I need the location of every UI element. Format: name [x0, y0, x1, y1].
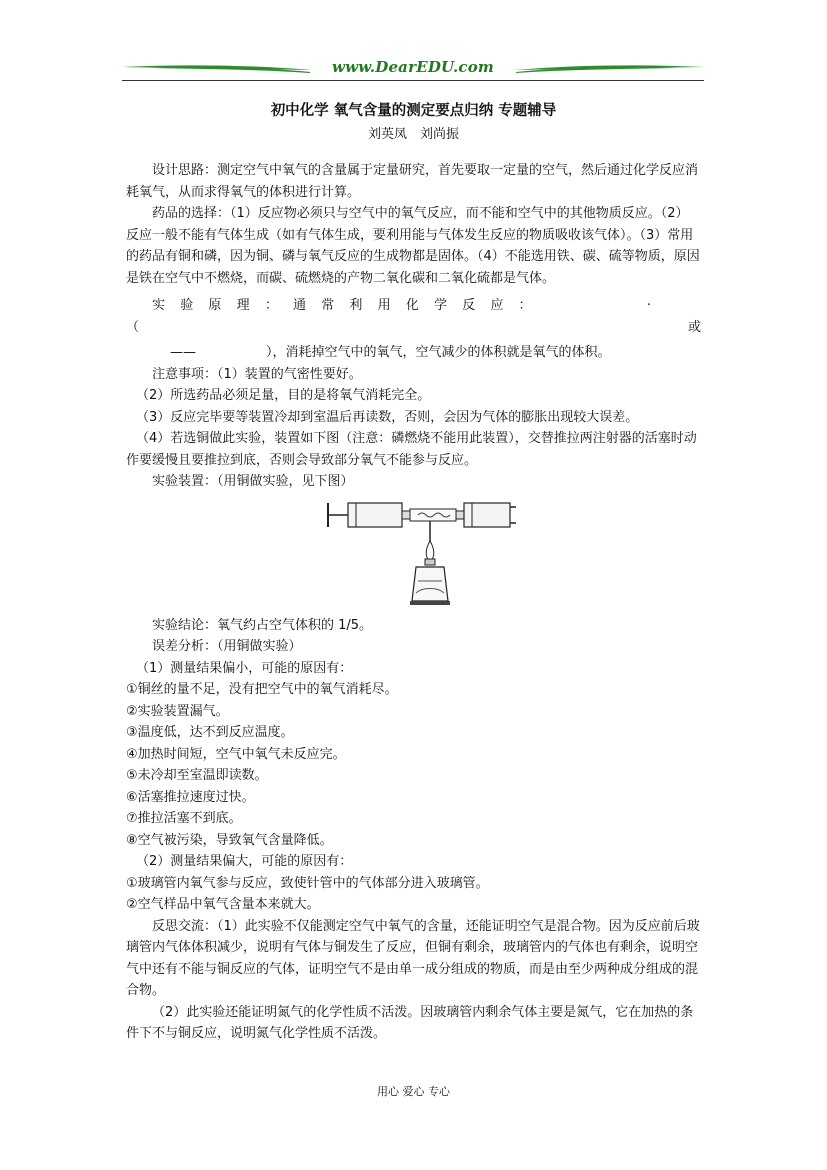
- page-title: 初中化学 氧气含量的测定要点归纳 专题辅导: [270, 103, 557, 119]
- list-item: ⑦推拉活塞不到底。: [126, 811, 242, 826]
- authors: 刘英凤 刘尚振: [367, 127, 459, 142]
- reflect-1: 反思交流：（1）此实验不仅能测定空气中氧气的含量，还能证明空气是混合物。因为反应前后玻璃管内气体体积减少，说明有气体与铜发生了反应，但铜有剩余，玻璃管内的气体也有剩余，说明空气中还有不能与铜反应的气体，证明空气不是由单一成分组成的物质，而是由至少两种成分组成的混合物。: [126, 918, 700, 998]
- note-4: （4）若选铜做此实验，装置如下图（注意：磷燃烧不能用此装置），交替推拉两注射器的活塞时动作要缓慢且要推拉到底，否则会导致部分氧气不能参与反应。: [126, 431, 697, 468]
- principle-dot: ·: [646, 298, 651, 313]
- error-title: 误差分析：（用铜做实验）: [152, 639, 302, 654]
- small-title: （1）测量结果偏小，可能的原因有：: [136, 660, 353, 676]
- conclusion: 实验结论：氧气约占空气体积的 1/5。: [152, 617, 373, 633]
- site-logo-text: www.DearEDU.com: [331, 58, 494, 76]
- note-2: （2）所选药品必须足量，目的是将氧气消耗完全。: [136, 388, 431, 403]
- list-item: ②实验装置漏气。: [126, 703, 229, 719]
- list-item: ①玻璃管内氧气参与反应，致使针管中的气体部分进入玻璃管。: [126, 875, 489, 891]
- reflect-2: （2）此实验还能证明氮气的化学性质不活泼。因玻璃管内剩余气体主要是氮气，它在加热的条件下不与铜反应，说明氮气化学性质不活泼。: [126, 1004, 694, 1041]
- site-header: [122, 56, 704, 80]
- principle-or: （或: [126, 319, 701, 335]
- list-item: ③温度低，达不到反应温度。: [126, 725, 294, 740]
- design-paragraph: 设计思路：测定空气中氧气的含量属于定量研究，首先要取一定量的空气，然后通过化学反应消耗氧气，从而求得氧气的体积进行计算。: [126, 163, 699, 200]
- list-item: ④加热时间短，空气中氧气未反应完。: [126, 746, 346, 762]
- list-item: ⑧空气被污染，导致氧气含量降低。: [126, 832, 333, 848]
- notes-title: 注意事项：（1）装置的气密性要好。: [152, 366, 362, 382]
- list-item: ①铜丝的量不足，没有把空气中的氧气消耗尽。: [126, 682, 398, 697]
- principle-line-2: [126, 342, 701, 364]
- list-item: ⑤未冷却至室温即读数。: [126, 768, 268, 783]
- large-title: （2）测量结果偏大，可能的原因有：: [136, 854, 353, 869]
- note-3: （3）反应完毕要等装置冷却到室温后再读数，否则，会因为气体的膨胀出现较大误差。: [136, 409, 639, 425]
- page-footer: 用心 爱心 专心: [377, 1085, 450, 1098]
- principle-line-1: [126, 295, 701, 338]
- list-item: ⑥活塞推拉速度过快。: [126, 789, 255, 805]
- principle-rest: ），消耗掉空气中的氧气，空气减少的体积就是氧气的体积。: [266, 345, 611, 360]
- list-item: ②空气样品中氧气含量本来就大。: [126, 897, 320, 912]
- article-body: [126, 160, 701, 1045]
- apparatus-diagram-icon: [326, 497, 516, 609]
- principle-dash: ——: [170, 345, 196, 360]
- device-label: 实验装置：（用铜做实验，见下图）: [152, 474, 354, 489]
- principle-label: 实验原理：通常利用化学反应：: [152, 298, 547, 313]
- header-divider: [122, 80, 704, 81]
- reagents-paragraph: 药品的选择：（1）反应物必须只与空气中的氧气反应，而不能和空气中的其他物质反应。（2）反应一般不能有气体生成（如有气体生成，要利用能与气体发生反应的物质吸收该气体）。（3）常用的药品有铜和磷，因为铜、磷与氧气反应的生成物都是固体。（4）不能选用铁、碳、硫等物质，原因是铁在空气中不燃烧，而碳、硫燃烧的产物二氧化碳和二氧化硫都是气体。: [126, 206, 700, 286]
